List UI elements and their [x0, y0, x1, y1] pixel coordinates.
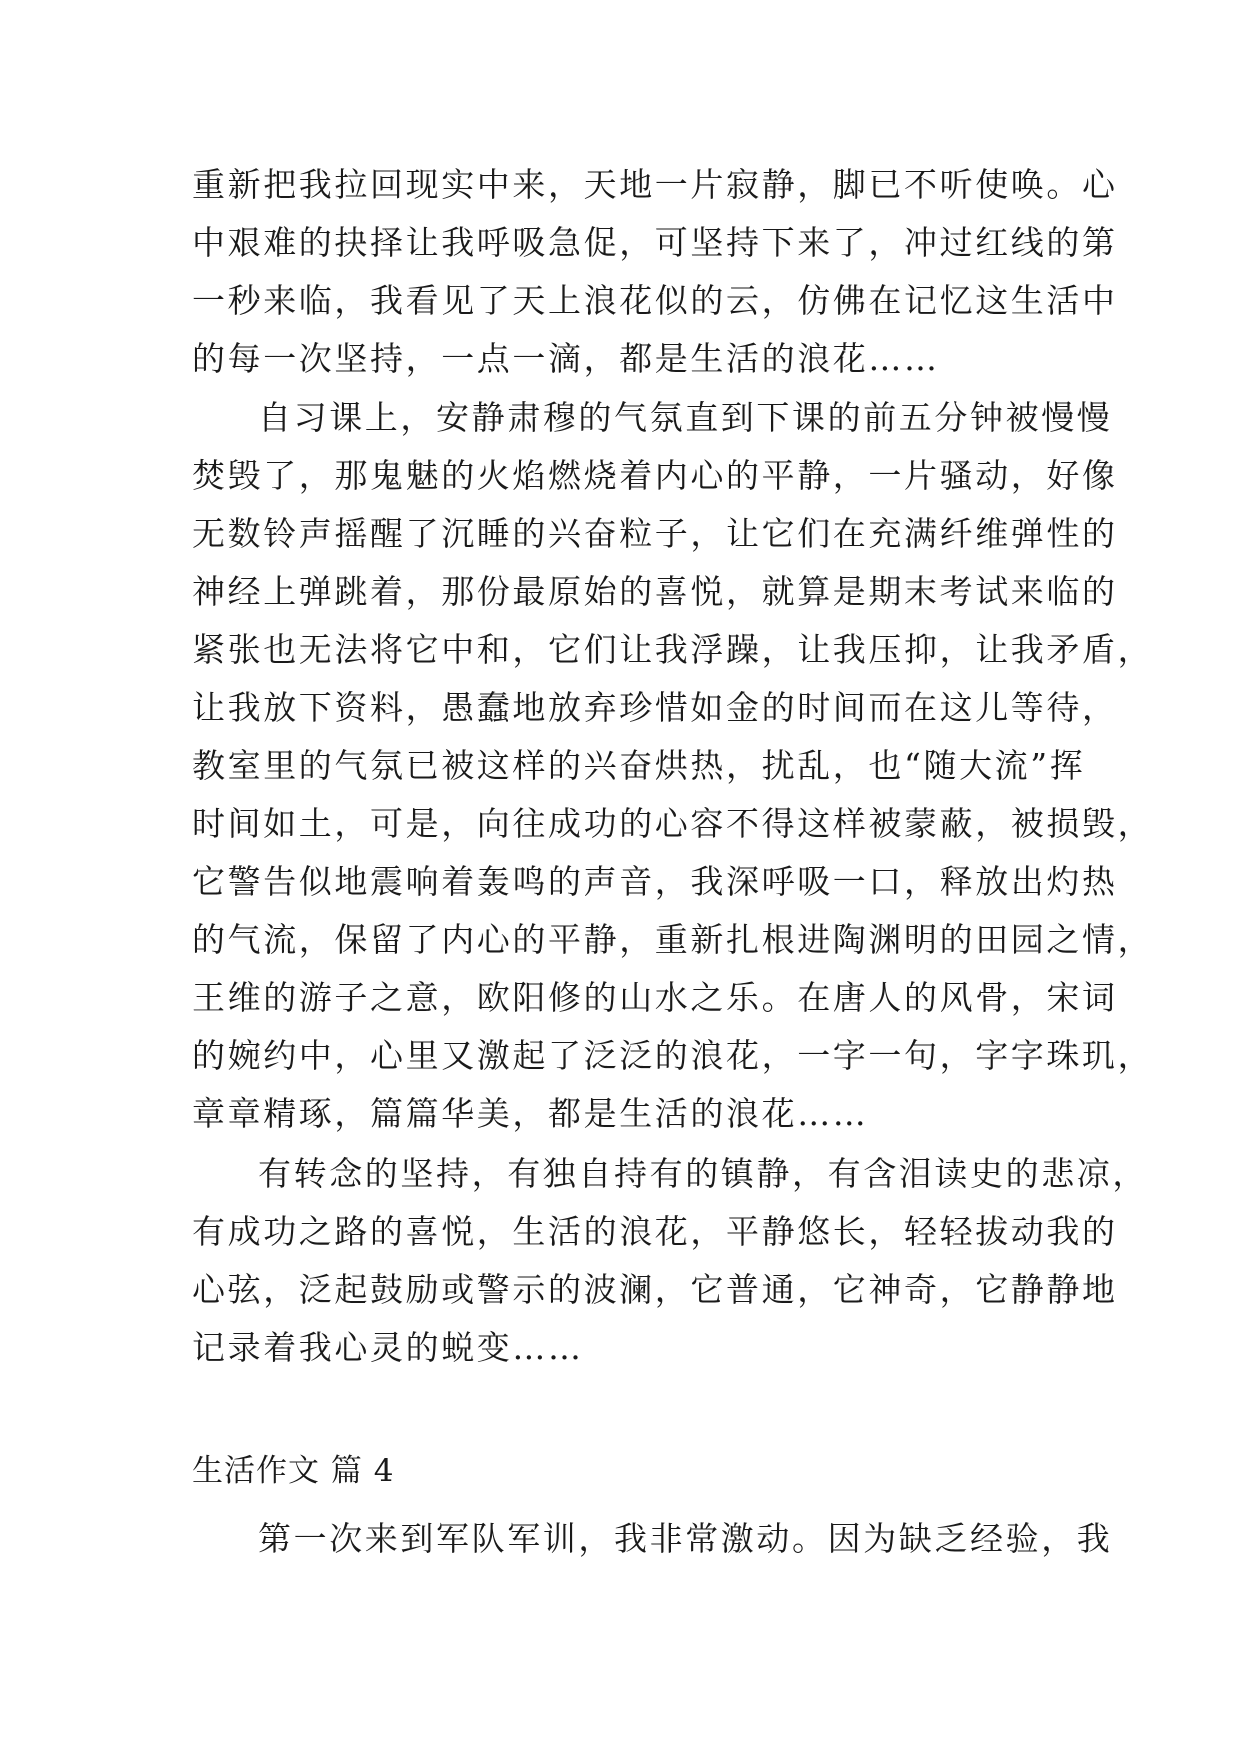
paragraph-line: 焚毁了，那鬼魅的火焰燃烧着内心的平静，一片骚动，好像 — [192, 456, 1118, 495]
paragraph-line: 的婉约中，心里又激起了泛泛的浪花，一字一句，字字珠玑， — [192, 1036, 1154, 1075]
paragraph-line: 它警告似地震响着轰鸣的声音，我深呼吸一口，释放出灼热 — [192, 862, 1118, 901]
paragraph-line: 第一次来到军队军训，我非常激动。因为缺乏经验，我 — [258, 1519, 1113, 1558]
paragraph-line: 时间如土，可是，向往成功的心容不得这样被蒙蔽，被损毁， — [192, 804, 1154, 843]
paragraph-line: 让我放下资料，愚蠢地放弃珍惜如金的时间而在这儿等待， — [192, 688, 1118, 727]
paragraph-line: 中艰难的抉择让我呼吸急促，可坚持下来了，冲过红线的第 — [192, 223, 1118, 262]
paragraph-line: 章章精琢，篇篇华美，都是生活的浪花…… — [192, 1094, 869, 1133]
paragraph-line: 神经上弹跳着，那份最原始的喜悦，就算是期末考试来临的 — [192, 572, 1118, 611]
paragraph-line: 王维的游子之意，欧阳修的山水之乐。在唐人的风骨，宋词 — [192, 978, 1118, 1017]
paragraph-line: 教室里的气氛已被这样的兴奋烘热，扰乱，也“随大流”挥 — [192, 746, 1086, 785]
paragraph-line: 有转念的坚持，有独自持有的镇静，有含泪读史的悲凉， — [258, 1154, 1148, 1193]
paragraph-line: 自习课上，安静肃穆的气氛直到下课的前五分钟被慢慢 — [258, 398, 1113, 437]
paragraph-1 — [192, 156, 1118, 388]
paragraph-line: 重新把我拉回现实中来，天地一片寂静，脚已不听使唤。心 — [192, 165, 1118, 204]
paragraph-line: 一秒来临，我看见了天上浪花似的云，仿佛在记忆这生活中 — [192, 281, 1118, 320]
paragraph-4 — [192, 1510, 1113, 1568]
paragraph-2 — [192, 389, 1154, 1143]
paragraph-3 — [192, 1145, 1148, 1377]
paragraph-line: 记录着我心灵的蜕变…… — [192, 1328, 584, 1367]
paragraph-line: 无数铃声摇醒了沉睡的兴奋粒子，让它们在充满纤维弹性的 — [192, 514, 1118, 553]
paragraph-line: 有成功之路的喜悦，生活的浪花，平静悠长，轻轻拔动我的 — [192, 1212, 1118, 1251]
paragraph-line: 的每一次坚持，一点一滴，都是生活的浪花…… — [192, 339, 940, 378]
paragraph-line: 心弦，泛起鼓励或警示的波澜，它普通，它神奇，它静静地 — [192, 1270, 1118, 1309]
paragraph-line: 的气流，保留了内心的平静，重新扎根进陶渊明的田园之情， — [192, 920, 1154, 959]
paragraph-line: 紧张也无法将它中和，它们让我浮躁，让我压抑，让我矛盾， — [192, 630, 1154, 669]
section-heading: 生活作文 篇 4 — [192, 1453, 395, 1489]
